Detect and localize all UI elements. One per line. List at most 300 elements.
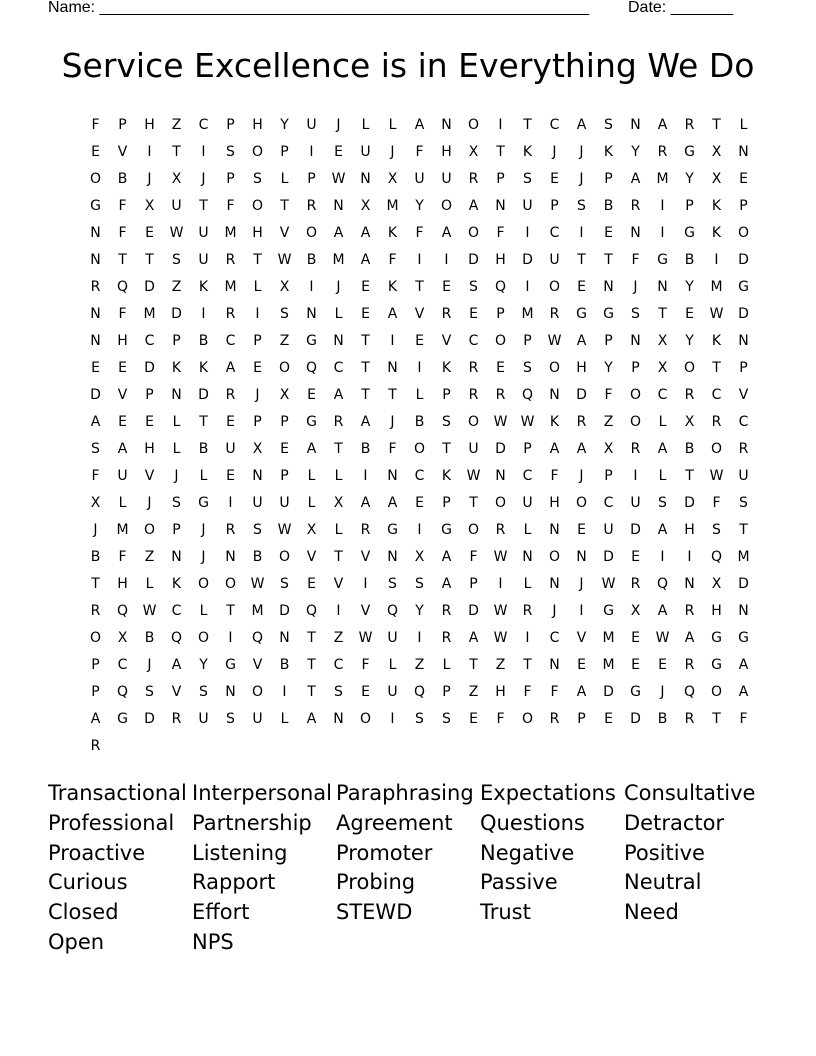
grid-letter: C	[549, 117, 560, 133]
grid-letter: E	[631, 657, 640, 673]
grid-letter: V	[171, 684, 182, 700]
grid-letter: F	[118, 549, 127, 565]
grid-letter: R	[711, 414, 722, 430]
grid-letter: R	[684, 711, 695, 727]
grid-letter: H	[711, 603, 722, 619]
grid-letter: N	[684, 576, 695, 592]
grid-letter: Q	[683, 684, 696, 700]
grid-letter: F	[631, 252, 640, 268]
grid-letter: C	[144, 333, 155, 349]
grid-letter: N	[738, 144, 749, 160]
grid-letter: I	[228, 630, 233, 646]
grid-letter: F	[604, 387, 613, 403]
grid-letter: J	[579, 576, 584, 592]
grid-letter: S	[145, 684, 154, 700]
grid-letter: Q	[710, 549, 723, 565]
grid-letter: T	[199, 414, 208, 430]
grid-letter: E	[334, 144, 343, 160]
grid-letter: R	[225, 387, 236, 403]
grid-letter: E	[469, 711, 478, 727]
grid-letter: L	[523, 576, 532, 592]
grid-letter: A	[657, 441, 668, 457]
grid-letter: W	[142, 603, 157, 619]
grid-letter: T	[712, 711, 721, 727]
grid-letter: M	[386, 198, 399, 214]
grid-letter: I	[390, 711, 395, 727]
grid-letter: J	[93, 522, 98, 538]
grid-letter: C	[468, 333, 479, 349]
grid-letter: Q	[116, 684, 129, 700]
grid-letter: D	[90, 387, 101, 403]
grid-letter: X	[657, 333, 668, 349]
grid-letter: A	[171, 657, 182, 673]
word-bank-item: Rapport	[192, 870, 276, 895]
grid-letter: A	[549, 441, 560, 457]
grid-letter: V	[414, 306, 425, 322]
grid-letter: W	[493, 630, 508, 646]
grid-letter: N	[90, 225, 101, 241]
grid-letter: A	[576, 684, 587, 700]
grid-letter: X	[306, 522, 317, 538]
grid-letter: L	[334, 468, 343, 484]
grid-letter: R	[225, 522, 236, 538]
grid-letter: O	[629, 387, 642, 403]
grid-letter: K	[711, 198, 722, 214]
grid-letter: J	[552, 603, 557, 619]
grid-letter: O	[251, 198, 264, 214]
grid-letter: I	[336, 603, 341, 619]
grid-letter: Y	[199, 657, 208, 673]
grid-letter: F	[91, 468, 100, 484]
grid-letter: B	[684, 441, 695, 457]
grid-letter: A	[684, 630, 695, 646]
grid-letter: A	[576, 441, 587, 457]
grid-letter: P	[118, 117, 127, 133]
grid-letter: R	[468, 387, 479, 403]
grid-letter: M	[521, 306, 534, 322]
grid-letter: P	[523, 333, 532, 349]
grid-letter: I	[498, 576, 503, 592]
grid-letter: C	[549, 630, 560, 646]
grid-letter: H	[252, 225, 263, 241]
grid-letter: M	[602, 657, 615, 673]
grid-letter: R	[441, 630, 452, 646]
word-bank-item: Promoter	[336, 840, 433, 865]
grid-letter: V	[117, 144, 128, 160]
grid-letter: V	[144, 468, 155, 484]
grid-letter: R	[549, 711, 560, 727]
grid-letter: F	[388, 441, 397, 457]
grid-letter: Y	[604, 360, 613, 376]
grid-letter: P	[604, 171, 613, 187]
grid-letter: M	[332, 252, 345, 268]
grid-letter: A	[657, 117, 668, 133]
grid-letter: N	[90, 333, 101, 349]
grid-letter: S	[577, 198, 586, 214]
grid-letter: I	[714, 252, 719, 268]
grid-letter: Z	[603, 414, 614, 430]
grid-letter: W	[169, 225, 184, 241]
grid-letter: O	[440, 198, 453, 214]
grid-letter: O	[251, 144, 264, 160]
grid-letter: R	[171, 711, 182, 727]
grid-letter: B	[144, 630, 155, 646]
grid-letter: Z	[279, 333, 290, 349]
grid-letter: E	[226, 468, 235, 484]
grid-letter: Y	[280, 117, 289, 133]
grid-letter: T	[469, 495, 478, 511]
grid-letter: E	[631, 549, 640, 565]
grid-letter: Y	[685, 333, 694, 349]
grid-letter: R	[549, 306, 560, 322]
grid-letter: W	[709, 468, 724, 484]
grid-letter: D	[684, 495, 695, 511]
grid-letter: O	[197, 630, 210, 646]
grid-letter: A	[738, 684, 749, 700]
grid-letter: R	[495, 522, 506, 538]
grid-letter: W	[250, 576, 265, 592]
word-bank-item: NPS	[192, 929, 234, 954]
grid-letter: N	[171, 387, 182, 403]
grid-letter: G	[198, 495, 209, 511]
grid-letter: P	[280, 144, 289, 160]
grid-letter: R	[630, 441, 641, 457]
grid-letter: M	[224, 279, 237, 295]
grid-letter: E	[145, 225, 154, 241]
grid-letter: E	[307, 387, 316, 403]
grid-letter: K	[198, 360, 209, 376]
grid-letter: P	[145, 387, 154, 403]
grid-letter: N	[630, 225, 641, 241]
grid-letter: L	[280, 711, 289, 727]
grid-letter: D	[630, 522, 641, 538]
grid-letter: N	[441, 117, 452, 133]
grid-letter: S	[442, 711, 451, 727]
word-bank-item: Transactional	[48, 781, 187, 805]
grid-letter: W	[601, 576, 616, 592]
grid-letter: D	[576, 387, 587, 403]
grid-letter: E	[307, 576, 316, 592]
grid-letter: U	[360, 144, 371, 160]
grid-letter: T	[334, 549, 343, 565]
grid-letter: T	[739, 522, 748, 538]
grid-letter: N	[657, 279, 668, 295]
grid-letter: J	[552, 144, 557, 160]
grid-letter: G	[630, 684, 641, 700]
grid-letter: I	[660, 225, 665, 241]
grid-letter: X	[468, 144, 479, 160]
grid-letter: N	[630, 117, 641, 133]
grid-letter: V	[117, 387, 128, 403]
grid-letter: P	[280, 468, 289, 484]
grid-letter: G	[306, 333, 317, 349]
grid-letter: E	[361, 684, 370, 700]
grid-letter: R	[468, 171, 479, 187]
grid-letter: D	[630, 711, 641, 727]
grid-letter: J	[147, 657, 152, 673]
grid-letter: E	[496, 360, 505, 376]
grid-letter: N	[387, 360, 398, 376]
grid-letter: F	[118, 198, 127, 214]
grid-letter: O	[494, 333, 507, 349]
grid-letter: R	[90, 738, 101, 754]
name-field-line: Name: _______________________________________________________	[48, 0, 589, 16]
grid-letter: T	[307, 657, 316, 673]
grid-letter: X	[333, 495, 344, 511]
grid-letter: I	[390, 333, 395, 349]
grid-letter: L	[388, 657, 397, 673]
grid-letter: O	[251, 684, 264, 700]
grid-letter: P	[523, 441, 532, 457]
date-field-line: Date: _______	[628, 0, 733, 16]
grid-letter: I	[417, 252, 422, 268]
grid-letter: N	[225, 549, 236, 565]
grid-letter: E	[118, 360, 127, 376]
grid-letter: P	[550, 198, 559, 214]
grid-letter: T	[361, 360, 370, 376]
grid-letter: Q	[494, 279, 507, 295]
grid-letter: Z	[171, 117, 182, 133]
grid-letter: F	[550, 684, 559, 700]
grid-letter: W	[655, 630, 670, 646]
grid-letter: X	[657, 360, 668, 376]
grid-letter: V	[333, 576, 344, 592]
grid-letter: T	[712, 360, 721, 376]
grid-letter: A	[360, 495, 371, 511]
grid-letter: H	[549, 495, 560, 511]
grid-letter: L	[334, 306, 343, 322]
grid-letter: J	[660, 684, 665, 700]
grid-letter: N	[495, 468, 506, 484]
grid-letter: F	[550, 468, 559, 484]
grid-letter: Q	[413, 684, 426, 700]
grid-letter: X	[387, 171, 398, 187]
grid-letter: G	[738, 279, 749, 295]
grid-letter: J	[579, 144, 584, 160]
grid-letter: G	[117, 711, 128, 727]
grid-letter: U	[252, 711, 263, 727]
grid-letter: Y	[415, 198, 424, 214]
grid-letter: K	[441, 468, 452, 484]
grid-letter: O	[467, 522, 480, 538]
grid-letter: U	[630, 495, 641, 511]
grid-letter: S	[253, 522, 262, 538]
grid-letter: V	[279, 225, 290, 241]
grid-letter: E	[118, 414, 127, 430]
grid-letter: E	[604, 225, 613, 241]
grid-letter: A	[441, 225, 452, 241]
grid-letter: S	[415, 711, 424, 727]
word-bank-item: Passive	[480, 870, 558, 895]
grid-letter: T	[199, 198, 208, 214]
grid-letter: Y	[631, 144, 640, 160]
grid-letter: T	[712, 117, 721, 133]
word-bank-item: Paraphrasing	[336, 781, 474, 805]
grid-letter: A	[468, 630, 479, 646]
grid-letter: R	[225, 252, 236, 268]
grid-letter: O	[89, 630, 102, 646]
grid-letter: E	[361, 279, 370, 295]
grid-letter: F	[496, 225, 505, 241]
grid-letter: T	[604, 252, 613, 268]
grid-letter: V	[360, 549, 371, 565]
grid-letter: I	[417, 522, 422, 538]
grid-letter: W	[358, 630, 373, 646]
grid-letter: D	[468, 252, 479, 268]
grid-letter: E	[550, 171, 559, 187]
grid-letter: H	[117, 576, 128, 592]
grid-letter: X	[684, 414, 695, 430]
grid-letter: L	[307, 495, 316, 511]
grid-letter: J	[201, 171, 206, 187]
grid-letter: A	[333, 225, 344, 241]
grid-letter: O	[629, 414, 642, 430]
grid-letter: H	[252, 117, 263, 133]
word-bank-item: STEWD	[336, 900, 413, 925]
grid-letter: F	[712, 495, 721, 511]
grid-letter: R	[522, 603, 533, 619]
grid-letter: E	[361, 306, 370, 322]
grid-letter: R	[738, 441, 749, 457]
grid-letter: S	[523, 171, 532, 187]
grid-letter: I	[282, 684, 287, 700]
grid-letter: D	[738, 252, 749, 268]
grid-letter: J	[633, 279, 638, 295]
grid-letter: I	[498, 117, 503, 133]
grid-letter: L	[280, 171, 289, 187]
grid-letter: L	[658, 414, 667, 430]
grid-letter: D	[603, 549, 614, 565]
grid-letter: I	[660, 549, 665, 565]
grid-letter: A	[333, 387, 344, 403]
grid-letter: P	[631, 360, 640, 376]
grid-letter: F	[469, 549, 478, 565]
grid-letter: R	[360, 522, 371, 538]
grid-letter: P	[469, 576, 478, 592]
grid-letter: A	[630, 171, 641, 187]
grid-letter: J	[201, 522, 206, 538]
grid-letter: S	[226, 711, 235, 727]
grid-letter: S	[604, 117, 613, 133]
grid-letter: E	[91, 360, 100, 376]
grid-letter: O	[494, 495, 507, 511]
grid-letter: P	[442, 684, 451, 700]
grid-letter: U	[387, 684, 398, 700]
grid-letter: T	[685, 468, 694, 484]
grid-letter: F	[226, 198, 235, 214]
grid-letter: M	[116, 522, 129, 538]
grid-letter: O	[278, 360, 291, 376]
grid-letter: A	[387, 495, 398, 511]
word-bank-item: Probing	[336, 870, 416, 895]
grid-letter: Q	[305, 360, 318, 376]
grid-letter: N	[225, 684, 236, 700]
grid-letter: F	[118, 225, 127, 241]
grid-letter: T	[172, 144, 181, 160]
grid-letter: A	[90, 414, 101, 430]
grid-letter: S	[280, 576, 289, 592]
grid-letter: O	[548, 549, 561, 565]
grid-letter: K	[711, 225, 722, 241]
grid-letter: G	[387, 522, 398, 538]
grid-letter: H	[441, 144, 452, 160]
grid-letter: Z	[171, 279, 182, 295]
grid-letter: N	[549, 657, 560, 673]
grid-letter: W	[493, 549, 508, 565]
grid-letter: J	[579, 468, 584, 484]
grid-letter: Z	[414, 657, 425, 673]
grid-letter: O	[548, 360, 561, 376]
grid-letter: N	[306, 306, 317, 322]
grid-letter: G	[684, 144, 695, 160]
grid-letter: B	[117, 171, 128, 187]
grid-letter: O	[467, 414, 480, 430]
grid-letter: B	[198, 441, 209, 457]
grid-letter: S	[415, 576, 424, 592]
grid-letter: Y	[685, 279, 694, 295]
grid-letter: U	[522, 495, 533, 511]
grid-letter: B	[360, 441, 371, 457]
grid-letter: N	[738, 603, 749, 619]
grid-letter: V	[306, 549, 317, 565]
word-bank-item: Trust	[480, 900, 531, 925]
grid-letter: V	[360, 603, 371, 619]
grid-letter: S	[226, 144, 235, 160]
grid-letter: M	[224, 225, 237, 241]
grid-letter: L	[658, 468, 667, 484]
grid-letter: I	[363, 468, 368, 484]
word-bank-item: Effort	[192, 900, 250, 925]
word-bank-item: Expectations	[480, 781, 616, 805]
word-bank-item: Open	[48, 929, 105, 954]
grid-letter: Q	[386, 603, 399, 619]
grid-letter: G	[603, 603, 614, 619]
grid-letter: J	[147, 171, 152, 187]
grid-letter: Z	[144, 549, 155, 565]
grid-letter: T	[145, 252, 154, 268]
grid-letter: G	[738, 630, 749, 646]
grid-letter: L	[334, 522, 343, 538]
grid-letter: O	[710, 684, 723, 700]
grid-letter: U	[171, 198, 182, 214]
grid-letter: P	[685, 198, 694, 214]
grid-letter: C	[711, 387, 722, 403]
grid-letter: D	[738, 306, 749, 322]
grid-letter: I	[525, 225, 530, 241]
grid-letter: R	[657, 144, 668, 160]
grid-letter: S	[172, 495, 181, 511]
grid-letter: X	[90, 495, 101, 511]
grid-letter: D	[144, 279, 155, 295]
grid-letter: A	[90, 711, 101, 727]
grid-letter: U	[522, 198, 533, 214]
grid-letter: B	[603, 198, 614, 214]
grid-letter: P	[172, 333, 181, 349]
grid-letter: T	[361, 333, 370, 349]
grid-letter: L	[415, 387, 424, 403]
grid-letter: X	[711, 144, 722, 160]
grid-letter: L	[118, 495, 127, 511]
grid-letter: Z	[495, 657, 506, 673]
grid-letter: A	[360, 252, 371, 268]
word-bank-item: Neutral	[624, 870, 702, 895]
grid-letter: A	[306, 711, 317, 727]
grid-letter: P	[172, 522, 181, 538]
grid-letter: I	[417, 360, 422, 376]
grid-letter: G	[225, 657, 236, 673]
grid-letter: X	[171, 171, 182, 187]
grid-letter: B	[414, 414, 425, 430]
